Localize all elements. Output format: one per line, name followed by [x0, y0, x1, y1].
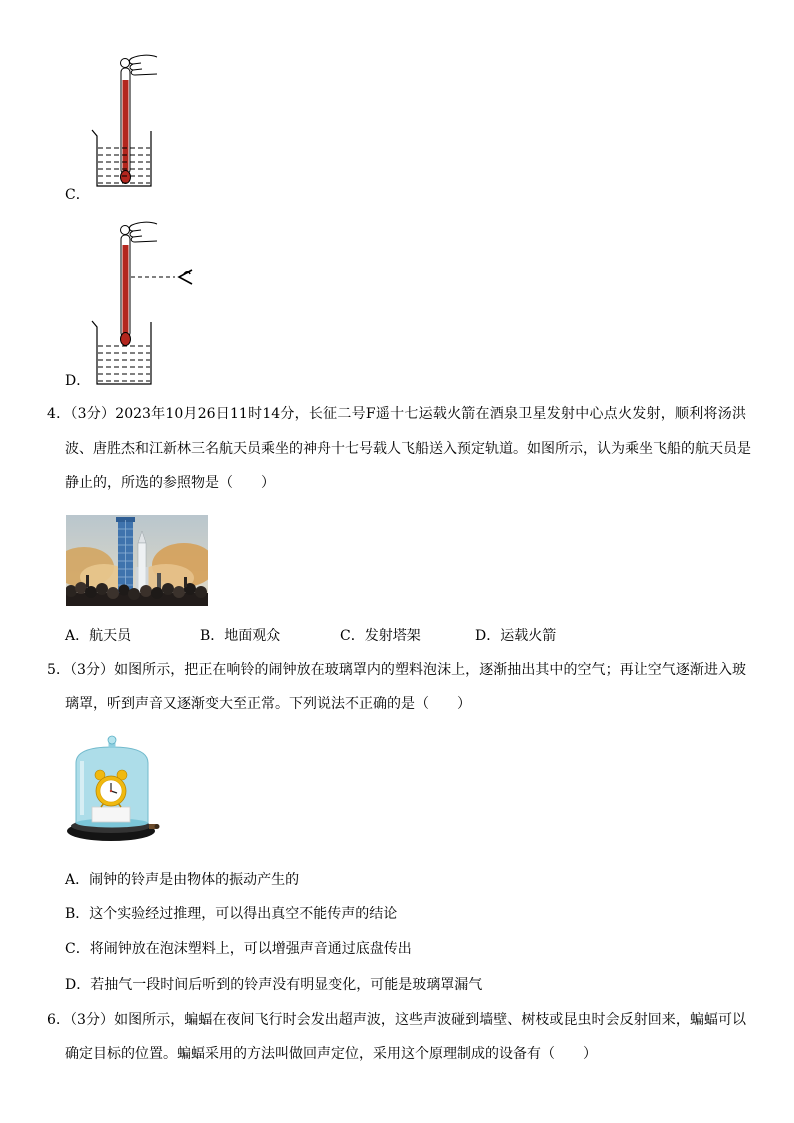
- thermometer-ring: [121, 59, 130, 68]
- beaker-liquid: [98, 346, 150, 381]
- figure-option-c-label: C．: [65, 187, 90, 203]
- hand-icon: [129, 55, 157, 75]
- bell-jar-alarm-clock-figure: [66, 735, 160, 843]
- rocket-launch-photo: [66, 515, 208, 606]
- thermometer-bulb: [121, 171, 131, 184]
- question-5-line-2: 璃罩，听到声音又逐渐变大至正常。下列说法不正确的是（ ）: [65, 696, 471, 712]
- question-5-option-d: D．若抽气一段时间后听到的铃声没有明显变化，可能是玻璃罩漏气: [65, 977, 483, 993]
- question-5-option-b: B．这个实验经过推理，可以得出真空不能传声的结论: [65, 906, 398, 922]
- question-4-option-b: B．地面观众: [200, 628, 281, 644]
- thermometer-liquid-column: [123, 245, 129, 339]
- glass-highlight: [80, 761, 84, 815]
- question-4-line-1: 4．（3分）2023年10月26日11时14分，长征二号F遥十七运载火箭在酒泉卫星发射中心点火发射，顺利将汤洪: [47, 406, 746, 422]
- figure-option-d-label: D．: [65, 373, 91, 389]
- eye-icon: [179, 270, 192, 284]
- figure-option-d-thermometer-above-beaker: [85, 215, 200, 390]
- question-4-line-3: 静止的，所选的参照物是（ ）: [65, 475, 275, 491]
- thermometer-ring: [121, 226, 130, 235]
- question-6-line-2: 确定目标的位置。蝙蝠采用的方法叫做回声定位，采用这个原理制成的设备有（ ）: [65, 1046, 597, 1062]
- question-4-line-2: 波、唐胜杰和江新林三名航天员乘坐的神舟十七号载人飞船送入预定轨道。如图所示，认为乘坐飞船的航天员是: [65, 441, 751, 457]
- question-4-option-a: A．航天员: [65, 628, 132, 644]
- bell-jar-knob: [108, 736, 116, 748]
- air-valve: [149, 824, 160, 829]
- question-4-option-c: C．发射塔架: [340, 628, 421, 644]
- figure-option-c-thermometer-in-beaker: [85, 50, 165, 192]
- thermometer-bulb: [121, 333, 131, 346]
- foam-block: [92, 807, 130, 822]
- question-5-option-c: C．将闹钟放在泡沫塑料上，可以增强声音通过底盘传出: [65, 941, 412, 957]
- hand-icon: [129, 222, 157, 242]
- question-4-option-d: D．运载火箭: [475, 628, 557, 644]
- question-5-line-1: 5．（3分）如图所示，把正在响铃的闹钟放在玻璃罩内的塑料泡沫上，逐渐抽出其中的空气；再让空气逐渐进入玻: [47, 662, 746, 678]
- question-5-option-a: A．闹钟的铃声是由物体的振动产生的: [65, 872, 300, 888]
- launch-tower: [116, 517, 135, 594]
- question-6-line-1: 6．（3分）如图所示，蝙蝠在夜间飞行时会发出超声波，这些声波碰到墙壁、树枝或昆虫时会反射回来，蝙蝠可以: [47, 1012, 746, 1028]
